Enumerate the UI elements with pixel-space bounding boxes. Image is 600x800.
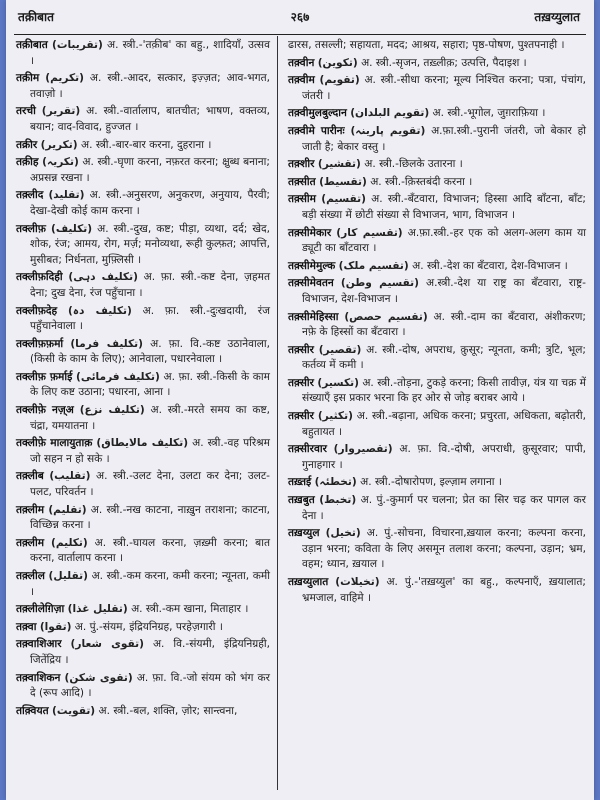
dictionary-entry — [16, 637, 270, 668]
dictionary-entry — [16, 71, 270, 102]
dictionary-entry — [288, 526, 586, 573]
entry-headword: तक़्लीलेग़िज़ा — [16, 603, 65, 616]
entry-urdu-spelling: (تقوا) — [39, 620, 72, 633]
entry-definition: ढारस, तसल्ली; सहायता, मदद; आश्रय, सहारा; पृष्ठ-पोषण, पुश्तपनाही । — [288, 39, 565, 51]
dictionary-entry — [288, 38, 586, 54]
entry-urdu-spelling: (تکسیر) — [317, 376, 359, 389]
entry-urdu-spelling: (تقسیم) — [321, 193, 366, 206]
entry-definition: अ. स्त्री.-दोषारोपण, इल्ज़ाम लगाना । — [360, 476, 502, 489]
dictionary-entry — [16, 704, 270, 720]
entry-definition: अ. वि.-संयमी, इंद्रियनिग्रही, जितेंद्रिय । — [30, 638, 270, 666]
entry-definition: अ. फ़ा. स्त्री.-दुःखदायी, रंज पहुँचानेवाला । — [30, 304, 270, 333]
entry-headword: तक़्लील — [16, 570, 45, 582]
entry-urdu-spelling: (تقسیم وطن) — [340, 277, 419, 290]
entry-urdu-spelling: (تکلیف دہی) — [68, 271, 138, 284]
entry-urdu-spelling: (تقصیروار) — [333, 443, 393, 456]
entry-headword: तक्लीफ़दिही — [16, 271, 63, 284]
entry-urdu-spelling: (تقلیم) — [48, 503, 87, 516]
entry-headword: तक़ीम — [16, 72, 40, 85]
entry-definition: अ. स्त्री.-छिलके उतारना । — [364, 158, 463, 171]
entry-headword: तक़्शीर — [288, 158, 315, 171]
dictionary-entry — [16, 469, 270, 500]
entry-urdu-spelling: (تقلیل) — [48, 570, 88, 582]
entry-definition: अ. स्त्री.-आदर, सत्कार, इज़्ज़त; आव-भगत, तवाज़ो । — [30, 72, 270, 100]
entry-urdu-spelling: (تقویت) — [52, 704, 96, 717]
entry-headword: तक्लीफ़देह — [16, 304, 58, 317]
entry-urdu-spelling: (تکلیف مالایطاق) — [96, 437, 189, 450]
entry-definition: अ. पुं.-संयम, इंद्रियनिग्रह, परहेज़गारी । — [74, 620, 223, 633]
dictionary-entry — [16, 304, 270, 335]
dictionary-entry — [16, 602, 270, 618]
dictionary-entry — [16, 188, 270, 219]
entry-headword: तक़्वा — [16, 620, 37, 633]
entry-headword: तक़्लीम — [16, 536, 45, 549]
entry-definition: अ.फ़ा.स्त्री.-पुरानी जंतरी, जो बेकार हो जाती है; बेकार वस्तु । — [302, 124, 586, 153]
dictionary-entry — [288, 276, 586, 307]
entry-definition: अ. स्त्री.-अनुसरण, अनुकरण, अनुयाय, पैरवी; देखा-देखी कोई काम करना । — [30, 189, 271, 217]
dictionary-entry — [16, 138, 270, 154]
entry-headword: तक़्सीमेहिस्सा — [288, 310, 339, 323]
page-header — [6, 0, 594, 36]
dictionary-entry — [16, 38, 270, 69]
entry-definition: अ. फ़ा. स्त्री.-कष्ट देना, ज़हमत देना; दुख देना, रंज पहुँचाना । — [30, 271, 270, 299]
left-column — [16, 38, 270, 721]
entry-urdu-spelling: (تقلیب) — [49, 470, 91, 483]
entry-urdu-spelling: (تقویم) — [319, 74, 360, 87]
entry-definition: अ. स्त्री.-कम करना, कमी करना; न्यूनता, कमी । — [30, 570, 270, 598]
entry-definition: अ. फ़ा. वि.-दोषी, अपराधी, क़ुसूरवार; पापी, गुनाहगार । — [302, 443, 586, 471]
entry-headword: तक्लीफ़े मालायुताक़ — [16, 437, 93, 450]
dictionary-entry — [288, 56, 586, 72]
dictionary-entry — [288, 475, 586, 491]
entry-headword: तक़्सीमेकार — [288, 226, 332, 239]
entry-headword: तख़य्युलात — [288, 576, 329, 588]
entry-headword: तक्लीफ़ — [16, 222, 46, 235]
entry-headword: तक्लीफ़ फ़र्माई — [16, 370, 73, 383]
entry-definition: अ. स्त्री.-बढ़ाना, अधिक करना; प्रचुरता, अधिकता, बढ़ोतरी, बहुतायत । — [302, 410, 586, 438]
entry-definition: अ.फ़ा.स्त्री.-हर एक को अलग-अलग काम या ड्यूटी का बाँटवारा । — [302, 226, 587, 255]
entry-definition: अ. पुं.-कुमार्ग पर चलना; प्रेत का सिर चढ़ कर पागल कर देना । — [302, 494, 586, 522]
entry-headword: तक्लीफ़फ़र्मा — [16, 337, 64, 350]
entry-definition: अ.स्त्री.-देश या राष्ट्र का बँटवारा, राष्ट्र-विभाजन, देश-विभाजन । — [302, 277, 586, 305]
entry-urdu-spelling: (تقشیر) — [317, 158, 361, 171]
entry-urdu-spelling: (تقسیم ملک) — [338, 259, 409, 272]
entry-urdu-spelling: (تکریم) — [45, 72, 84, 85]
dictionary-entry — [16, 503, 270, 534]
header-left-guideword: तक़ीबात — [18, 10, 54, 24]
entry-urdu-spelling: (تکلیف) — [50, 222, 93, 235]
entry-urdu-spelling: (تقسیم کار) — [336, 226, 403, 239]
dictionary-entry — [288, 409, 586, 440]
entry-urdu-spelling: (تکلیف فرما) — [70, 337, 143, 350]
entry-headword: तक़्सीर — [288, 410, 314, 423]
dictionary-entry — [288, 124, 586, 155]
entry-headword: तक़्लीम — [16, 503, 45, 516]
entry-headword: तक़ीबात — [16, 39, 48, 51]
entry-headword: तक़्वाशिआर — [16, 638, 62, 651]
entry-headword: तक़्सीरवार — [288, 443, 327, 456]
entry-headword: तक़्वाशिकन — [16, 671, 61, 684]
entry-definition: अ. स्त्री.-दोष, अपराध, क़ुसूर; न्यूनता, कमी; त्रुटि, भूल; कर्तव्य में कमी । — [302, 343, 586, 372]
entry-headword: तख़य्युल — [288, 527, 320, 540]
entry-definition: अ. स्त्री.-'तक़ीब' का बहु., शादियाँ, उत्सव । — [30, 39, 270, 67]
entry-headword: तक़ीह — [16, 156, 39, 169]
entry-urdu-spelling: (تقویم البلدان) — [350, 107, 430, 120]
entry-urdu-spelling: (تکلیف دہ) — [67, 304, 132, 317]
entry-urdu-spelling: (تکلیف فرمائی) — [76, 370, 160, 383]
dictionary-entry — [288, 157, 586, 173]
dictionary-entry — [16, 569, 270, 600]
entry-headword: तक्लीफ़े नज़्अ — [16, 404, 74, 417]
entry-definition: अ. फ़ा. वि.-जो संयम को भंग कर दे (रूप आदि) । — [30, 671, 270, 700]
entry-urdu-spelling: (تکلیف نزع) — [79, 404, 145, 417]
dictionary-entry — [288, 310, 586, 341]
dictionary-entry — [288, 73, 586, 104]
entry-headword: तक़्वियत — [16, 704, 49, 717]
entry-urdu-spelling: (تخیل) — [325, 527, 361, 540]
entry-definition: अ. फ़ा. वि.-कष्ट उठानेवाला, (किसी के काम के लिए); आनेवाला, पधारनेवाला । — [30, 337, 271, 366]
entry-definition: अ. स्त्री.-बँटवारा, विभाजन; हिस्सा आदि बाँटना, बाँट; बड़ी संख्या में छोटी संख्या से विभाजन, भाग, विभाजन । — [302, 193, 586, 221]
dictionary-entry — [288, 259, 586, 275]
header-rule — [14, 34, 586, 35]
entry-urdu-spelling: (تکلیم) — [50, 536, 88, 549]
entry-definition: अ. स्त्री.-सीधा करना; मूल्य निश्चित करना; पत्रा, पंचांग, जंतरी । — [302, 74, 586, 102]
dictionary-entry — [16, 403, 270, 434]
entry-definition: अ. स्त्री.-कम खाना, मिताहार । — [131, 603, 249, 616]
dictionary-entry — [16, 222, 270, 269]
column-divider — [277, 36, 278, 790]
entry-urdu-spelling: (تقسیط) — [319, 175, 367, 188]
page-number: २६७ — [290, 10, 310, 24]
entry-headword: तक़्लीब — [16, 470, 44, 483]
entry-urdu-spelling: (تقویم پارینہ) — [350, 124, 426, 137]
entry-definition: अ. स्त्री.-वार्तालाप, बातचीत; भाषण, वक्तव्य, बयान; वाद-विवाद, हुज्जत । — [30, 105, 270, 133]
entry-urdu-spelling: (تکوین) — [317, 56, 358, 69]
entry-headword: तक़्लीद — [16, 189, 44, 202]
entry-headword: तक़्सीम — [288, 193, 316, 206]
entry-definition: अ. स्त्री.-तोड़ना, टुकड़े करना; किसी तावीज़, यंत्र या चक्र में संख्याएँ इस प्रकार भरना कि हर ओर से जोड़ बराबर आये । — [302, 376, 587, 405]
entry-headword: तख़्तई — [288, 476, 312, 489]
dictionary-entry — [16, 671, 270, 702]
entry-headword: तक़्वीमे पारीनः — [288, 124, 345, 137]
entry-headword: तक़्सीमेवतन — [288, 277, 334, 290]
entry-definition: अ. स्त्री.-दाम का बँटवारा, अंशीकरण; नफ़े के हिस्सों का बँटवारा । — [302, 310, 586, 339]
entry-definition: अ. स्त्री.-सृजन, तख़्लीक़; उत्पत्ति, पैदाइश । — [361, 56, 527, 69]
entry-headword: तक़्सीत — [288, 175, 316, 188]
entry-urdu-spelling: (تقلیل غذا) — [67, 603, 128, 616]
entry-headword: तक़्सीमेमुल्क — [288, 259, 336, 272]
entry-urdu-spelling: (تقریبات) — [51, 39, 103, 51]
entry-definition: अ. स्त्री.-क़िस्तबंदी करना । — [370, 175, 473, 188]
entry-headword: तख़बुत — [288, 494, 315, 507]
entry-definition: अ. स्त्री.-उलट देना, उलटा कर देना; उलट-पलट, परिवर्तन । — [30, 470, 270, 499]
dictionary-entry — [288, 376, 586, 407]
entry-headword: तक़्वीम — [288, 74, 315, 87]
dictionary-entry — [288, 192, 586, 223]
entry-definition: अ. स्त्री.-बल, शक्ति, ज़ोर; सान्त्वना, — [98, 704, 238, 717]
entry-urdu-spelling: (تکثیر) — [317, 410, 353, 423]
entry-headword: तक़्वीन — [288, 56, 315, 69]
entry-headword: तक़्सीर — [288, 376, 314, 389]
entry-headword: तक़्वीमुलबुल्दान — [288, 107, 347, 120]
right-column — [288, 38, 586, 608]
dictionary-entry — [16, 620, 270, 636]
dictionary-entry — [16, 155, 270, 186]
dictionary-entry — [16, 536, 270, 567]
entry-definition: अ. स्त्री.-भूगोल, जुग़राफ़िया । — [432, 107, 546, 120]
entry-urdu-spelling: (تقوی شعار) — [70, 638, 144, 651]
entry-definition: अ. पुं.-'तख़य्युल' का बहु., कल्पनाएँ, ख़यालात; भ्रमजाल, वाहिमे । — [302, 576, 586, 604]
entry-definition: अ. स्त्री.-नख काटना, नाख़ुन तराशना; काटना, विच्छिन्न करना । — [30, 503, 270, 532]
entry-headword: तक़्सीर — [288, 343, 314, 356]
entry-definition: अ. फ़ा. स्त्री.-किसी के काम के लिए कष्ट उठाना; पधारना, आना । — [30, 370, 270, 399]
entry-urdu-spelling: (تقوی شکن) — [64, 671, 133, 684]
entry-definition: अ. स्त्री.-घृणा करना, नफ़रत करना; क्षुब्ध बनाना; अप्रसन्न रखना । — [30, 156, 270, 184]
entry-urdu-spelling: (تخطئہ) — [314, 476, 357, 489]
dictionary-entry — [288, 106, 586, 122]
entry-definition: अ. स्त्री.-दुख, कष्ट; पीड़ा, व्यथा, दर्द; खेद, शोक, रंज; आमय, रोग, मर्ज़; मनोव्यथा, रूही कुल्फ़त; आपत्ति, मुसीबत; निर्धनता, मुफ़्लिसी । — [30, 222, 270, 266]
entry-urdu-spelling: (تقصیر) — [318, 343, 362, 356]
dictionary-entry — [16, 370, 270, 401]
entry-definition: अ. स्त्री.-घायल करना, ज़ख़्मी करना; बात करना, वार्तालाप करना । — [30, 536, 270, 565]
dictionary-entry — [288, 175, 586, 191]
dictionary-entry — [288, 442, 586, 473]
entry-definition: अ. स्त्री.-मरते समय का कष्ट, चंद्रा, यमयातना । — [30, 404, 271, 432]
entry-urdu-spelling: (تکریر) — [40, 138, 78, 151]
entry-urdu-spelling: (تقلید) — [48, 189, 85, 202]
dictionary-entry — [16, 270, 270, 301]
dictionary-entry — [16, 337, 270, 368]
entry-definition: अ. स्त्री.-वह परिश्रम जो सहन न हो सके । — [30, 437, 271, 465]
entry-urdu-spelling: (تقسیم حصص) — [344, 310, 428, 323]
dictionary-entry — [288, 575, 586, 606]
entry-headword: तरची — [16, 105, 36, 118]
entry-headword: तक्रीर — [16, 138, 38, 151]
entry-definition: अ. पुं.-सोचना, विचारना,ख़याल करना; कल्पना करना, उड़ान भरना; कविता के लिए असमून तलाश करना; कल्पना, उड़ान; भ्रम, वहम; ध्यान, ख़याल । — [302, 527, 587, 571]
entry-definition: अ. स्त्री.-देश का बँटवारा, देश-विभाजन । — [412, 259, 568, 272]
header-right-guideword: तख़य्युलात — [534, 10, 580, 24]
dictionary-page — [6, 0, 594, 800]
dictionary-entry — [16, 104, 270, 135]
dictionary-entry — [288, 493, 586, 524]
dictionary-entry — [288, 343, 586, 374]
entry-urdu-spelling: (تخبط) — [319, 494, 357, 507]
entry-urdu-spelling: (تقریر) — [41, 105, 81, 118]
entry-urdu-spelling: (تخیلات) — [335, 576, 380, 588]
dictionary-entry — [16, 436, 270, 467]
entry-definition: अ. स्त्री.-बार-बार करना, दुहराना । — [81, 138, 212, 151]
entry-urdu-spelling: (تکریہ) — [42, 156, 79, 169]
dictionary-entry — [288, 226, 586, 257]
